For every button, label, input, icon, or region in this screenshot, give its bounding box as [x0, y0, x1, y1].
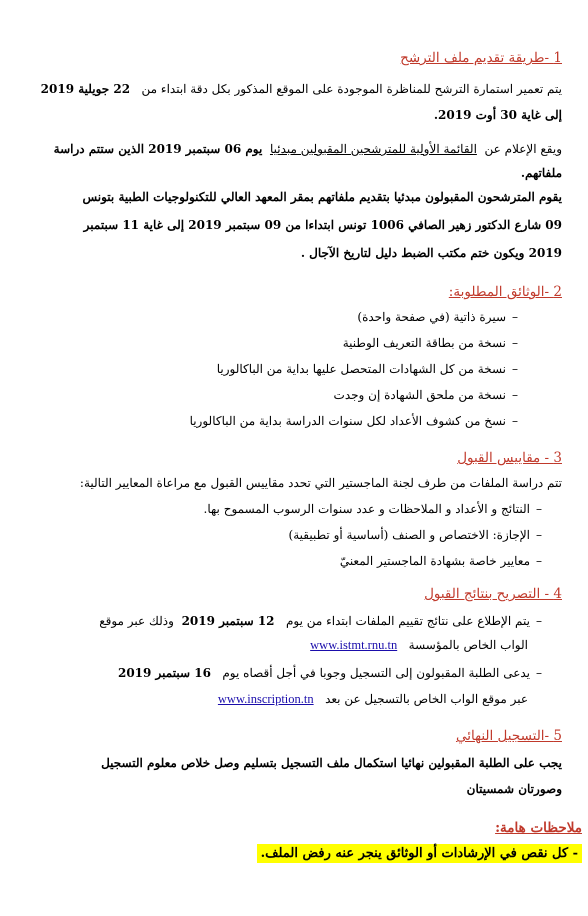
section-1-paragraph-1-line-1: يتم تعمير استمارة الترشح للمناظرة الموجودة على الموقع المذكور بكل دقة ابتداء من 22 جويلية 2019	[40, 82, 562, 96]
section-1-paragraph-3-line-1: يقوم المترشحون المقبولون مبدئيا بتقديم ملفاتهم بمقر المعهد العالي للتكنولوجيات الطبية بتونس	[82, 190, 562, 204]
document-list-item: –نسخة من كل الشهادات المتحصل عليها بداية من الباكالوريا	[216, 362, 518, 376]
section-3-heading: 3 - مقاييس القبول	[457, 450, 562, 466]
section-3-intro: تتم دراسة الملفات من طرف لجنة الماجستير التي تحدد مقاييس القبول مع مراعاة المعايير التالية:	[79, 476, 562, 490]
istmt-website-link[interactable]: www.istmt.rnu.tn	[310, 638, 398, 652]
results-item-2-line-2: عبر موقع الواب الخاص بالتسجيل عن بعد www.inscription.tn	[217, 692, 528, 706]
section-5-heading: 5 -التسجيل النهائي	[455, 728, 562, 744]
section-4-heading: 4 - التصريح بنتائج القبول	[424, 586, 562, 602]
document-list-item: –سيرة ذاتية (في صفحة واحدة)	[357, 310, 518, 324]
notes-heading: ملاحظات هامة:	[495, 820, 582, 836]
section-1-paragraph-3-line-2: 09 شارع الدكتور زهير الصافي 1006 تونس ابتداءا من 09 سبتمبر 2019 إلى غاية 11 سبتمبر	[83, 218, 562, 232]
preliminary-list-underline: القائمة الأولية للمترشحين المقبولين مبدئيا	[269, 142, 477, 156]
section-1-paragraph-1-line-2: إلى غاية 30 أوت 2019.	[433, 108, 562, 122]
criteria-list-item: –النتائج و الأعداد و الملاحظات و عدد سنوات الرسوب المسموح بها.	[203, 502, 542, 516]
section-1-paragraph-2-line-1: ويقع الإعلام عن القائمة الأولية للمترشحين المقبولين مبدئيا يوم 06 سبتمبر 2019 الذين ستتم دراسة	[53, 142, 562, 156]
notes-item	[20, 846, 582, 861]
section-2-heading: 2 -الوثائق المطلوبة:	[448, 284, 562, 300]
document-list-item: –نسخة من ملحق الشهادة إن وجدت	[333, 388, 518, 402]
results-item-1-line-1: –يتم الإطلاع على نتائج تقييم الملفات ابتداء من يوم 12 سبتمبر 2019 وذلك عبر موقع	[99, 614, 542, 628]
section-1-paragraph-2-line-2: ملفاتهم.	[520, 166, 562, 180]
document-list-item: –نسخ من كشوف الأعداد لكل سنوات الدراسة بداية من الباكالوريا	[189, 414, 518, 428]
highlighted-note: - كل نقص في الإرشادات أو الوثائق ينجر عنه رفض الملف.	[257, 844, 582, 863]
section-1-heading: 1 -طريقة تقديم ملف الترشح	[400, 50, 562, 66]
criteria-list-item: –معايير خاصة بشهادة الماجستير المعنيّ	[339, 554, 542, 568]
document-list-item: –نسخة من بطاقة التعريف الوطنية	[342, 336, 518, 350]
inscription-website-link[interactable]: www.inscription.tn	[217, 692, 314, 706]
results-item-2-line-1: –يدعى الطلبة المقبولون إلى التسجيل وجوبا في أجل أقصاه يوم 16 سبتمبر 2019	[117, 666, 542, 680]
section-5-line-2: وصورتان شمسيتان	[466, 782, 562, 796]
section-5-line-1: يجب على الطلبة المقبولين نهائيا استكمال ملف التسجيل بتسليم وصل خلاص معلوم التسجيل	[101, 756, 562, 770]
criteria-list-item: –الإجازة: الاختصاص و الصنف (أساسية أو تطبيقية)	[288, 528, 542, 542]
results-item-1-line-2: الواب الخاص بالمؤسسة www.istmt.rnu.tn	[310, 638, 528, 652]
section-1-paragraph-3-line-3: 2019 ويكون ختم مكتب الضبط دليل لتاريخ الآجال .	[300, 246, 562, 260]
